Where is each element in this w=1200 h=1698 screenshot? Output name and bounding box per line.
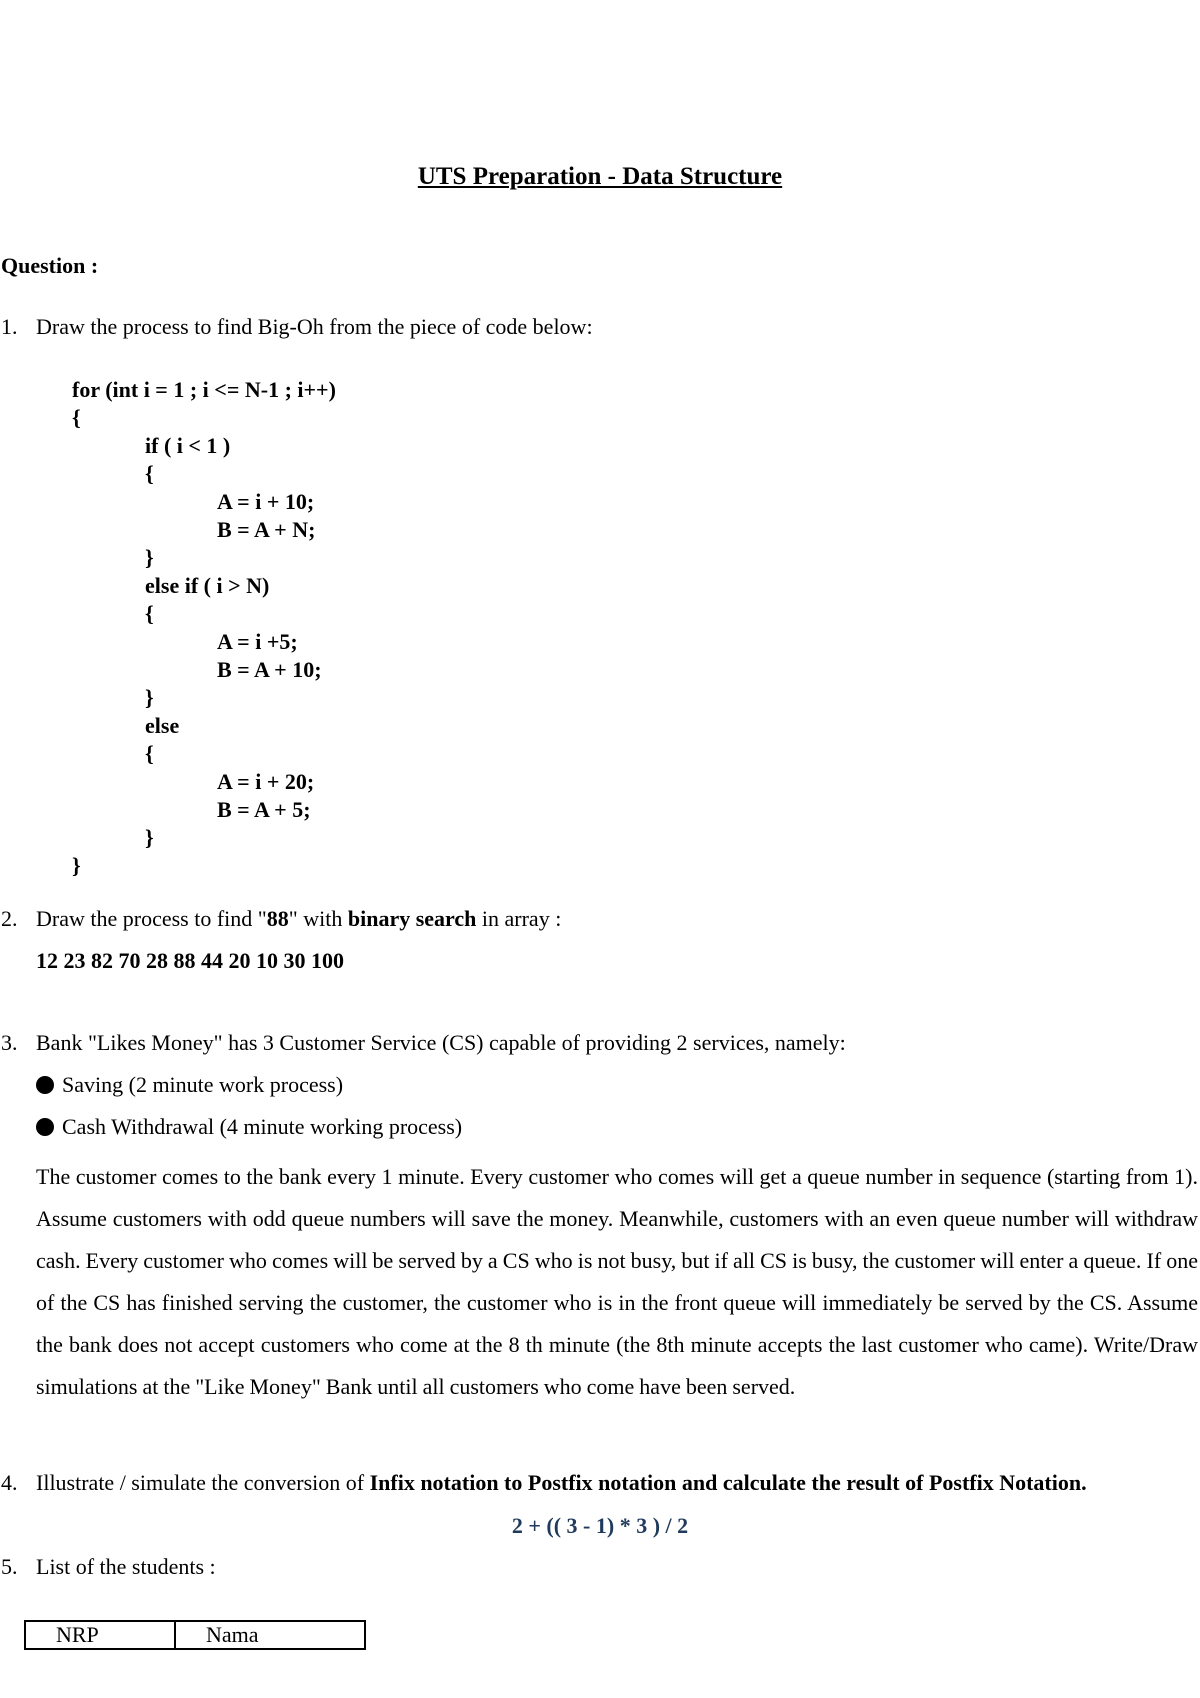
code-line: {: [72, 405, 81, 430]
code-line: A = i + 20;: [217, 769, 315, 794]
code-line: A = i + 10;: [217, 489, 315, 514]
question-text: Bank "Likes Money" has 3 Customer Service (CS) capable of providing 2 services, namely:: [36, 1030, 846, 1055]
table-header-nama: Nama: [175, 1621, 365, 1649]
code-line: }: [145, 685, 154, 710]
code-line: }: [145, 545, 154, 570]
code-line: B = A + N;: [217, 517, 316, 542]
bullet-icon: [36, 1118, 54, 1136]
bullet-icon: [36, 1076, 54, 1094]
table-header-nrp: NRP: [25, 1621, 175, 1649]
bullet-text: Cash Withdrawal (4 minute working process): [62, 1114, 463, 1139]
bullet-item: [36, 1072, 343, 1098]
infix-expression: 2 + (( 3 - 1) * 3 ) / 2: [511, 1513, 689, 1538]
question-paragraph: The customer comes to the bank every 1 minute. Every customer who comes will get a queue number in sequence (starting from 1). Assume customers with odd queue numbers will save the money. Meanwhile, customers with an even queue number will withdraw cash. Every customer who comes will be served by a CS who is not busy, but if all CS is busy, the customer will enter a queue. If one of the CS has finished serving the customer, the customer who is in the front queue will immediately be served by the CS. Assume the bank does not accept customers who come at the 8 th minute (the 8th minute accepts the last customer who came). Write/Draw simulations at the "Like Money" Bank until all customers who come have been served.: [36, 1164, 1198, 1399]
code-line: A = i +5;: [217, 629, 298, 654]
question-heading: Question :: [1, 253, 99, 278]
question-number: 3.: [1, 1030, 18, 1055]
bullet-text: Saving (2 minute work process): [62, 1072, 344, 1097]
question-number: 4.: [1, 1470, 18, 1495]
code-line: else if ( i > N): [145, 573, 270, 598]
question-text-part: " with: [288, 906, 348, 931]
bullet-item: [36, 1114, 462, 1140]
code-line: }: [145, 825, 154, 850]
search-target: 88: [266, 906, 289, 931]
code-line: {: [145, 461, 154, 486]
code-line: if ( i < 1 ): [145, 433, 231, 458]
code-line: else: [145, 713, 180, 738]
code-line: }: [72, 853, 81, 878]
code-line: for (int i = 1 ; i <= N-1 ; i++): [72, 377, 336, 402]
question-text-part: Illustrate / simulate the conversion of: [36, 1470, 370, 1495]
question-text: List of the students :: [36, 1554, 216, 1579]
search-method: binary search: [347, 906, 477, 931]
table-header-row: [25, 1621, 365, 1649]
question-text: Draw the process to find Big-Oh from the piece of code below:: [36, 314, 593, 339]
code-line: B = A + 10;: [217, 657, 322, 682]
question-number: 5.: [1, 1554, 18, 1579]
question-text-part: in array :: [476, 906, 562, 931]
array-values: 12 23 82 70 28 88 44 20 10 30 100: [36, 948, 344, 973]
question-text-emphasis: Infix notation to Postfix notation and calculate the result of Postfix Notation.: [369, 1470, 1087, 1495]
code-line: B = A + 5;: [217, 797, 311, 822]
code-line: {: [145, 601, 154, 626]
question-number: 1.: [1, 314, 18, 339]
code-line: {: [145, 741, 154, 766]
question-text: [36, 1470, 1087, 1496]
question-text-part: Draw the process to find ": [36, 906, 267, 931]
page-title: UTS Preparation - Data Structure: [417, 163, 783, 190]
question-number: 2.: [1, 906, 18, 931]
question-text: [36, 906, 561, 932]
students-table: [24, 1620, 366, 1650]
